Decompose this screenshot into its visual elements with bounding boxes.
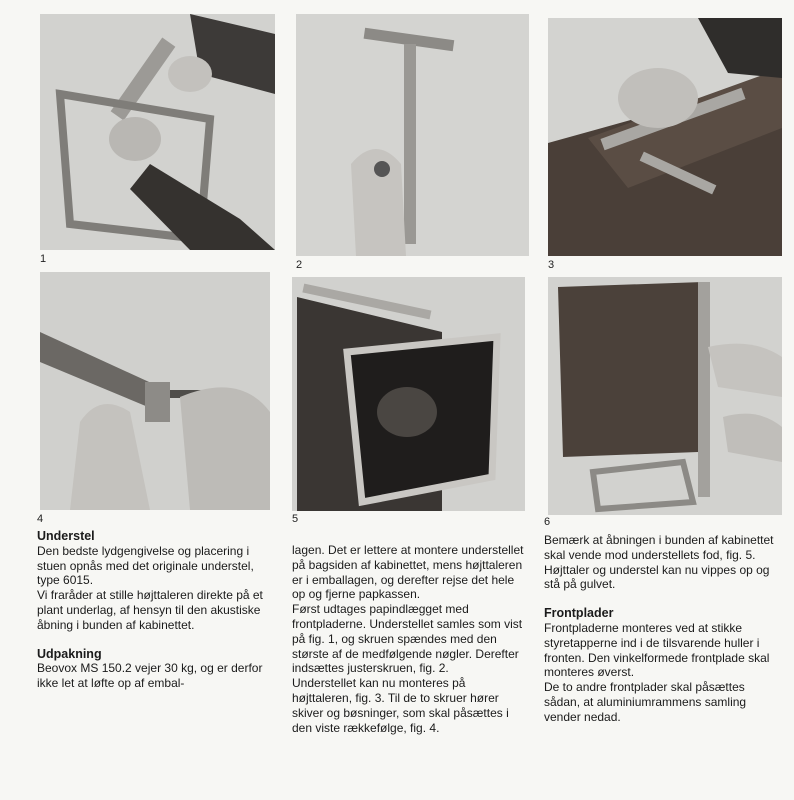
figure-6-number: 6 [544, 516, 551, 528]
figure-5-photo [292, 277, 525, 511]
text-column-1 [37, 529, 275, 691]
figure-1-photo [40, 14, 275, 250]
heading-udpakning: Udpakning [37, 646, 102, 661]
figure-4-number: 4 [37, 513, 44, 525]
figure-4-photo [40, 272, 270, 510]
paragraph: Vi fraråder at stille højttaleren direkte på et plant underlag, af hensyn til den akustiske åbning i bunden af kabinettet. [37, 588, 263, 632]
figure-3-number: 3 [548, 259, 555, 271]
figure-2-number: 2 [296, 259, 303, 271]
heading-understel: Understel [37, 529, 95, 543]
paragraph: Højttaler og understel kan nu vippes op og stå på gulvet. [544, 562, 770, 592]
figure-3-photo [548, 18, 782, 256]
figure-1-number: 1 [40, 253, 47, 265]
figure-2-photo [296, 14, 529, 256]
paragraph: De to andre frontplader skal påsættes sådan, at aluminiumrammens samling vender nedad. [544, 680, 747, 724]
text-column-2 [292, 529, 524, 735]
figure-5-number: 5 [292, 513, 299, 525]
heading-frontplader: Frontplader [544, 606, 614, 621]
paragraph: lagen. Det er lettere at montere understellet på bagsiden af kabinettet, mens højttaleren er i emballagen, og derefter rejse det hele op og fjerne papkassen. [292, 543, 524, 602]
paragraph: Beovox MS 150.2 vejer 30 kg, og er derfor ikke let at løfte op af embal- [37, 661, 263, 691]
paragraph: Frontpladerne monteres ved at stikke styretapperne ind i de tilsvarende huller i fronten. Den vinkelformede frontplade skal monteres øverst. [544, 620, 770, 680]
figure-6-photo [548, 277, 782, 515]
paragraph: Den bedste lydgengivelse og placering i stuen opnås med det originale understel, type 6015. [37, 543, 254, 588]
paragraph: Først udtages papindlægget med frontpladerne. Understellet samles som vist på fig. 1, og skruen spændes med den største af de medfølgende nøgler. Derefter indsættes justerskruen, fig. 2. [292, 602, 523, 676]
paragraph: Understellet kan nu monteres på højttaleren, fig. 3. Til de to skruer hører skiver og bøsninger, som skal påsættes i den viste rækkefølge, fig. 4. [292, 676, 509, 735]
text-column-3 [544, 533, 780, 725]
paragraph: Bemærk at åbningen i bunden af kabinettet skal vende mod understellets fod, fig. 5. [544, 533, 774, 562]
